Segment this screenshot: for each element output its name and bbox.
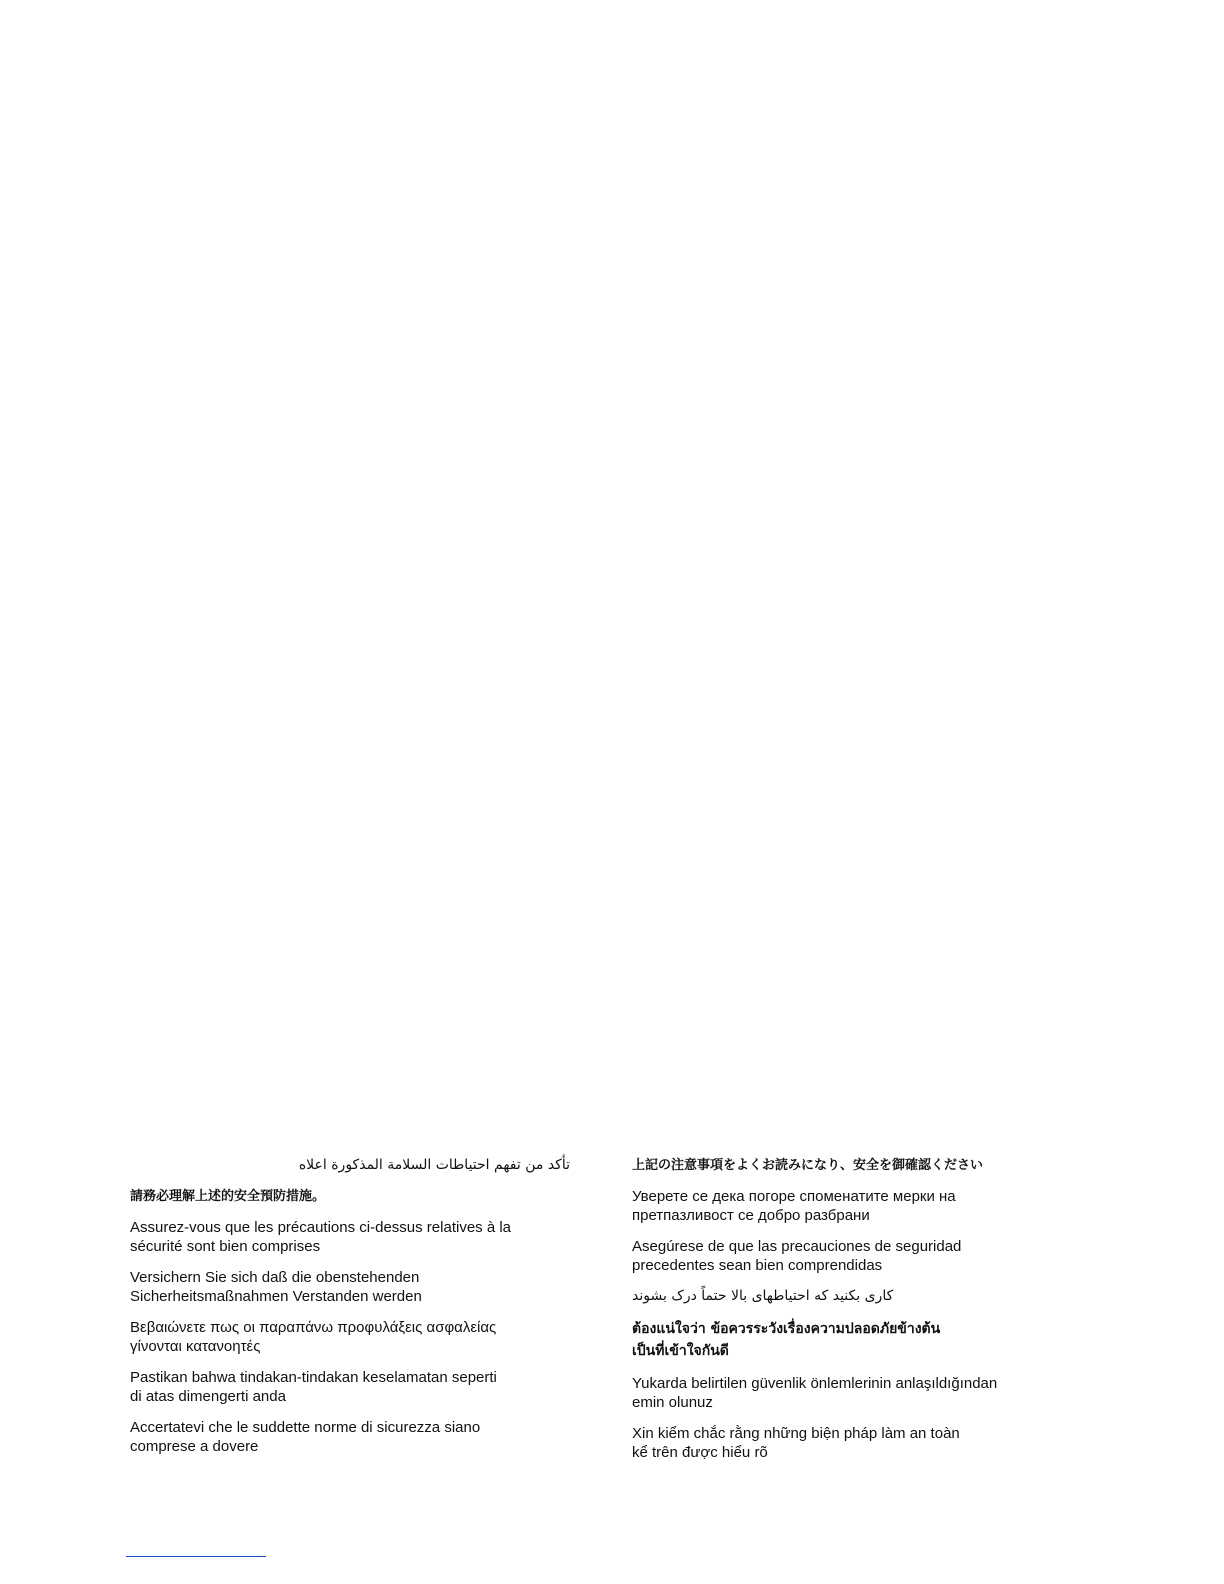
- right-language-column: [632, 1156, 1072, 1474]
- notice-french: Assurez-vous que les précautions ci-dessus relatives à la sécurité sont bien comprises: [130, 1219, 512, 1255]
- notice-greek: Βεβαιώνετε πως οι παραπάνω προφυλάξεις ασφαλείας γίνονται κατανοητές: [130, 1319, 497, 1355]
- notice-arabic: تأكد من تفهم احتياطات السلامة المذكورة اعلاه: [298, 1157, 570, 1173]
- notice-german: Versichern Sie sich daß die obenstehenden Sicherheitsmaßnahmen Verstanden werden: [130, 1269, 422, 1305]
- notice-spanish: Asegúrese de que las precauciones de seguridad precedentes sean bien comprendidas: [632, 1238, 962, 1274]
- left-language-column: [130, 1156, 570, 1468]
- notice-chinese: 請務必理解上述的安全預防措施。: [130, 1189, 326, 1204]
- notice-italian: Accertatevi che le suddette norme di sicurezza siano comprese a dovere: [130, 1419, 481, 1455]
- notice-macedonian: Уверете се дека погоре споменатите мерки на претпазливост се добро разбрани: [632, 1188, 956, 1224]
- notice-japanese: 上記の注意事項をよくお読みになり、安全を御確認ください: [632, 1158, 984, 1173]
- notice-vietnamese: Xin kiểm chắc rằng những biện pháp làm an toàn kể trên được hiểu rõ: [632, 1425, 960, 1461]
- footnote-rule: [126, 1556, 266, 1557]
- notice-indonesian: Pastikan bahwa tindakan-tindakan keselamatan seperti di atas dimengerti anda: [130, 1369, 497, 1405]
- notice-persian: کاری بکنید که احتیاطهای بالا حتماً درک بشوند: [632, 1288, 894, 1304]
- notice-thai: ต้องแน่ใจว่า ข้อควรระวังเรื่องความปลอดภัยข้างต้น เป็นที่เข้าใจกันดี: [632, 1321, 941, 1359]
- notice-turkish: Yukarda belirtilen güvenlik önlemlerinin anlaşıldığından emin olunuz: [632, 1375, 998, 1411]
